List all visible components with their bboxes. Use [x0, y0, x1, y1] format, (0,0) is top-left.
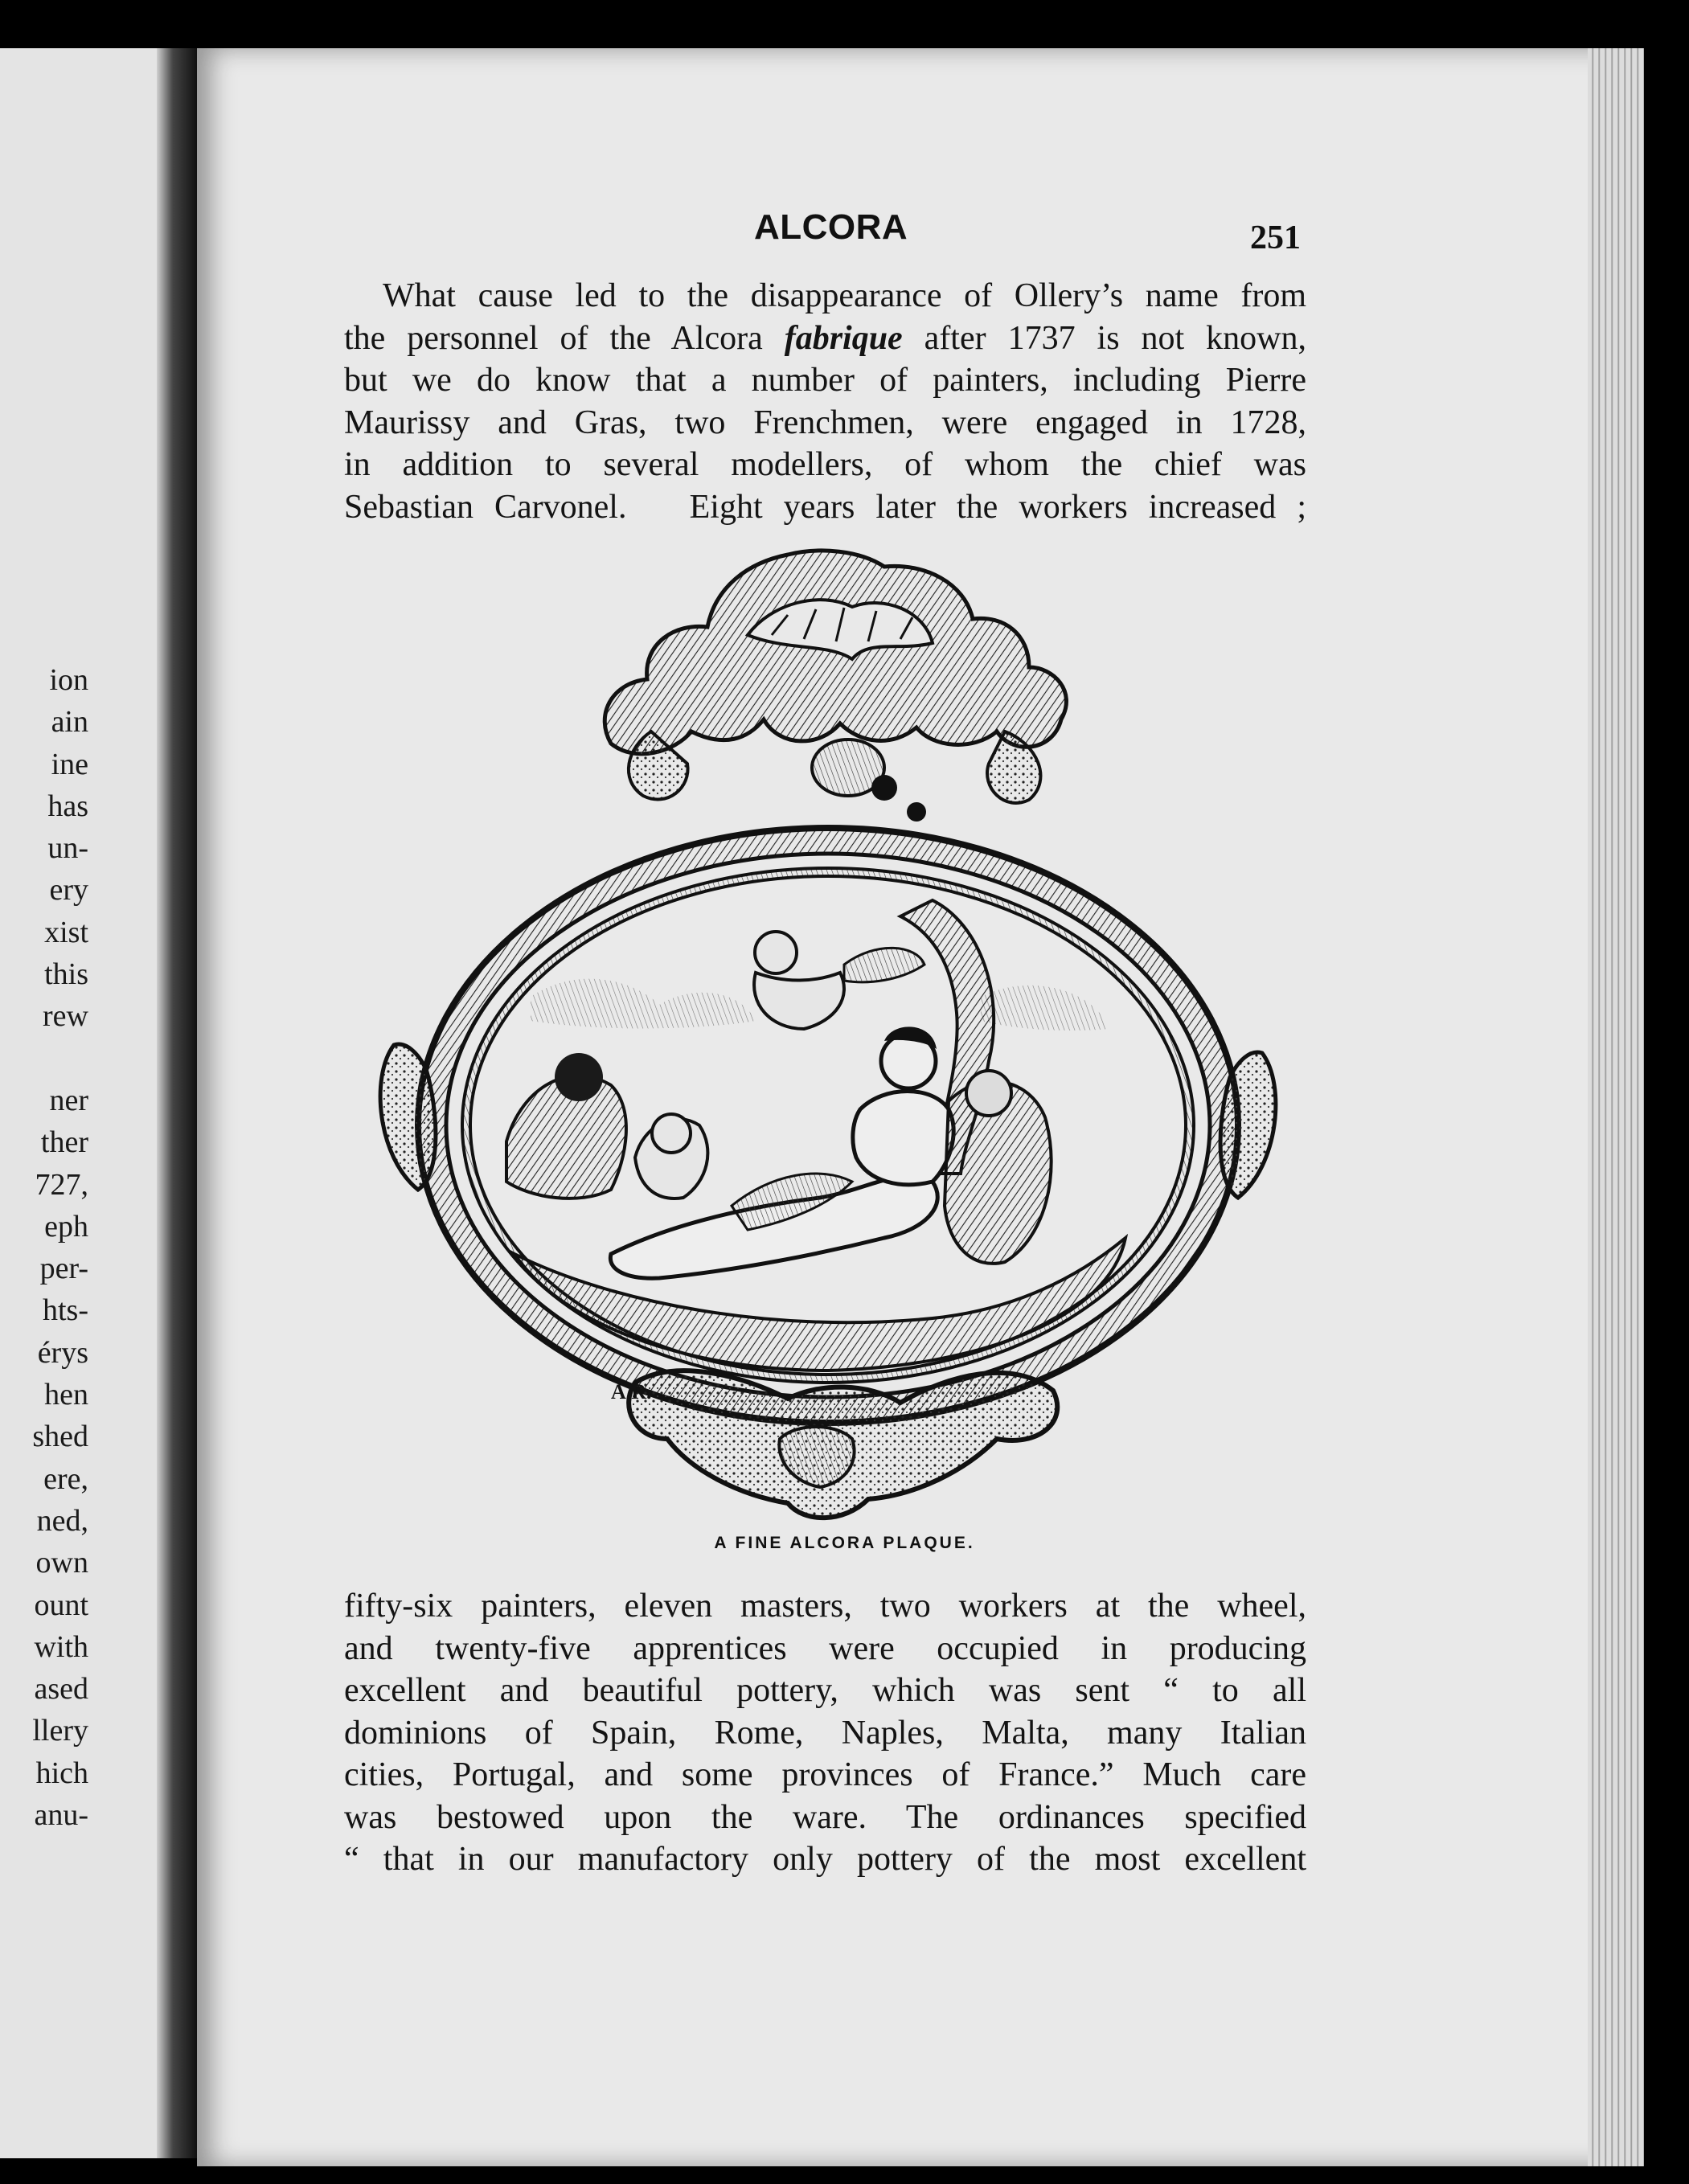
page-edges	[1588, 48, 1644, 2166]
previous-page-line-fragment: ere,	[43, 1461, 88, 1496]
previous-page-line-fragment: this	[44, 957, 88, 992]
text-line: What cause led to the disappearance of Ollery’s name from	[383, 277, 1306, 314]
previous-page-line-fragment: ner	[49, 1083, 88, 1117]
previous-page-line-fragment: ther	[40, 1125, 88, 1160]
previous-page-line-fragment: hts-	[43, 1293, 88, 1328]
previous-page-line-fragment: ned,	[36, 1503, 88, 1538]
text-line: fifty-six painters, eleven masters, two workers at the wheel,	[344, 1588, 1306, 1625]
previous-page-line-fragment: ery	[49, 873, 88, 908]
text-line: excellent and beautiful pottery, which was sent “ to all	[344, 1672, 1306, 1709]
italic-word: fabrique	[784, 319, 903, 357]
previous-page-line-fragment: own	[35, 1546, 88, 1580]
previous-page-line-fragment: with	[34, 1629, 88, 1664]
previous-page-line-fragment: érys	[37, 1335, 88, 1370]
previous-page-line-fragment: hen	[44, 1378, 88, 1412]
previous-page-line-fragment: 727,	[35, 1167, 88, 1202]
figure-caption: A FINE ALCORA PLAQUE.	[714, 1534, 975, 1552]
previous-page-line-fragment: anu-	[34, 1798, 88, 1833]
body-text-bottom	[344, 1585, 1306, 1881]
previous-page-line-fragment: eph	[44, 1209, 88, 1244]
text-line: cities, Portugal, and some provinces of France.” Much care	[344, 1756, 1306, 1793]
previous-page-line-fragment: un-	[47, 831, 88, 866]
text-line: and twenty-five apprentices were occupied in producing	[344, 1629, 1306, 1667]
text-line: but we do know that a number of painters, including Pierre	[344, 362, 1306, 399]
bottom-cartouche	[611, 1371, 1057, 1518]
text-line: “ that in our manufactory only pottery of the most excellent	[344, 1841, 1306, 1878]
previous-page-line-fragment: hich	[35, 1756, 88, 1790]
painted-scene	[470, 876, 1186, 1375]
previous-page-line-fragment: ain	[51, 705, 88, 740]
running-head: ALCORA	[754, 207, 908, 247]
text-line: Sebastian Carvonel. Eight years later the workers increased ;	[344, 488, 1306, 526]
previous-page-line-fragment: ine	[51, 747, 88, 781]
previous-page-line-fragment: llery	[32, 1714, 88, 1748]
previous-page-line-fragment: per-	[39, 1252, 88, 1286]
page-number: 251	[1250, 219, 1301, 256]
previous-page-line-fragment: xist	[44, 915, 88, 949]
text-line: was bestowed upon the ware. The ordinances specified	[344, 1798, 1306, 1836]
text-line: Maurissy and Gras, two Frenchmen, were engaged in 1728,	[344, 404, 1306, 441]
text-line: dominions of Spain, Rome, Naples, Malta, many Italian	[344, 1714, 1306, 1752]
previous-page-line-fragment: ion	[49, 663, 88, 697]
previous-page-line-fragment: ount	[34, 1588, 88, 1622]
book-gutter	[157, 48, 197, 2158]
body-text-top	[344, 275, 1306, 528]
previous-page-line-fragment: shed	[32, 1420, 88, 1454]
previous-page-line-fragment: ased	[34, 1672, 88, 1707]
alcora-plaque-illustration	[370, 547, 1286, 1527]
previous-page-line-fragment: rew	[43, 999, 88, 1034]
engraver-signature: A.R.	[611, 1380, 652, 1403]
previous-page-line-fragment: has	[47, 789, 88, 823]
text-line: the personnel of the Alcora fabrique after 1737 is not known,	[344, 319, 1306, 357]
text-line: in addition to several modellers, of whom the chief was	[344, 446, 1306, 483]
previous-page-text	[0, 659, 88, 1836]
shell-crest	[605, 551, 1066, 822]
